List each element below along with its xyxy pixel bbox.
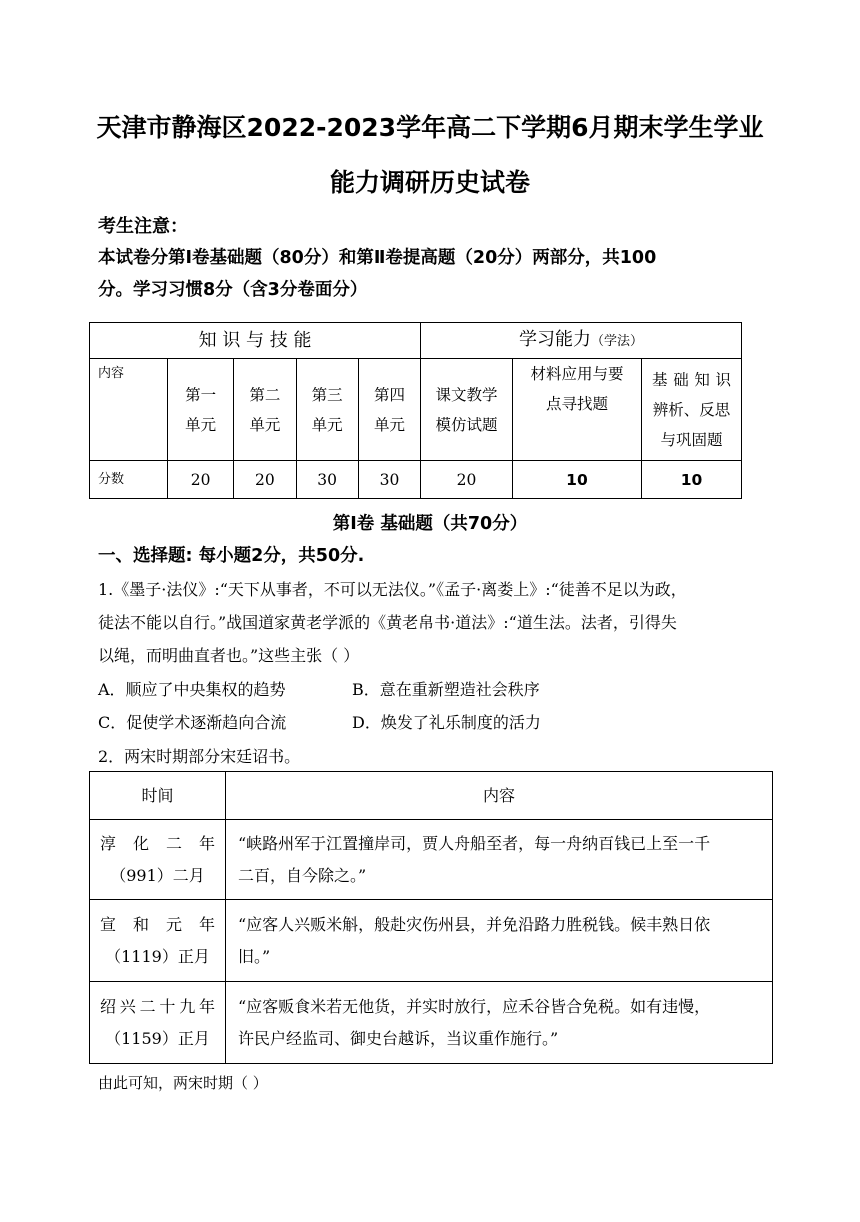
col-unit1: 第一 单元 (168, 359, 234, 461)
notice-heading: 考生注意： (98, 216, 188, 237)
score-imitation: 20 (421, 461, 513, 499)
group-learning-ability: 学习能力（学法） (421, 323, 742, 359)
score-table (89, 322, 742, 499)
q1-option-b: B．意在重新塑造社会秩序 (352, 680, 540, 699)
score-unit1: 20 (168, 461, 234, 499)
header-content: 内容 (226, 772, 773, 820)
col-unit2: 第二 单元 (234, 359, 296, 461)
time-cell-1: 淳 化 二 年 （991）二月 (90, 820, 226, 900)
content-cell-1: “峡路州军于江置撞岸司，贾人舟船至者，每一舟纳百钱已上至一千 二百，自今除之。” (226, 820, 773, 900)
q1-option-c: C．促使学术逐渐趋向合流 (98, 713, 287, 732)
q1-line1: 1.《墨子·法仪》:“天下从事者，不可以无法仪。”《孟子·离娄上》:“徒善不足以为政， (98, 580, 687, 599)
notice-line1: 本试卷分第Ⅰ卷基础题（80分）和第Ⅱ卷提高题（20分）两部分，共100 (98, 248, 657, 268)
score-unit3: 30 (296, 461, 358, 499)
score-unit4: 30 (358, 461, 420, 499)
col-imitation: 课文教学 模仿试题 (421, 359, 513, 461)
part1-heading: 一、选择题: 每小题2分，共50分. (98, 546, 365, 566)
col-basic: 基础知识 辨析、反思 与巩固题 (642, 359, 742, 461)
group-knowledge-skills: 知 识 与 技 能 (90, 323, 421, 359)
score-unit2: 20 (234, 461, 296, 499)
col-material: 材料应用与要 点寻找题 (512, 359, 641, 461)
section1-heading: 第Ⅰ卷 基础题（共70分） (332, 514, 528, 534)
page-title-line2: 能力调研历史试卷 (329, 168, 530, 197)
q1-line3: 以绳，而明曲直者也。”这些主张（ ） (98, 646, 360, 665)
col-unit3: 第三 单元 (296, 359, 358, 461)
content-cell-3: “应客贩食米若无他货，并实时放行，应禾谷皆合免税。如有违慢， 许民户经监司、御史台越诉，当议重作施行。” (226, 982, 773, 1064)
row-label-content: 内容 (90, 359, 168, 461)
score-basic: 10 (642, 461, 742, 499)
score-material: 10 (512, 461, 641, 499)
q1-line2: 徒法不能以自行。”战国道家黄老学派的《黄老帛书·道法》:“道生法。法者，引得失 (98, 613, 677, 632)
q1-option-d: D．焕发了礼乐制度的活力 (352, 713, 541, 732)
q2-after: 由此可知，两宋时期（ ） (98, 1074, 268, 1092)
time-cell-2: 宣 和 元 年 （1119）正月 (90, 900, 226, 982)
header-time: 时间 (90, 772, 226, 820)
content-cell-2: “应客人兴贩米斛，般赴灾伤州县，并免沿路力胜税钱。候丰熟日依 旧。” (226, 900, 773, 982)
q2-stem: 2．两宋时期部分宋廷诏书。 (98, 747, 301, 766)
q1-option-a: A．顺应了中央集权的趋势 (98, 680, 286, 699)
time-cell-3: 绍兴二十九年 （1159）正月 (90, 982, 226, 1064)
row-label-score: 分数 (90, 461, 168, 499)
page-title-line1: 天津市静海区2022-2023学年高二下学期6月期末学生学业 (96, 113, 764, 142)
col-unit4: 第四 单元 (358, 359, 420, 461)
edict-table (89, 771, 773, 1064)
notice-line2: 分。学习习惯8分（含3分卷面分） (98, 280, 368, 300)
